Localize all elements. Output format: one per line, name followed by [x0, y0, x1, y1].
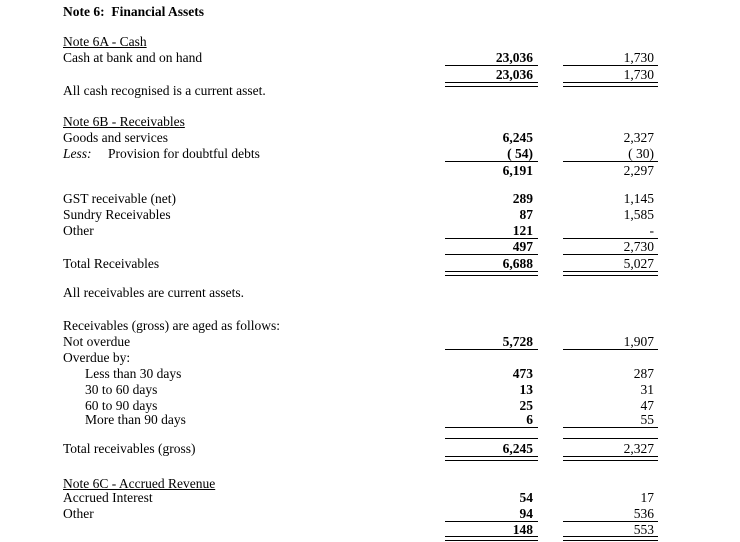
value-prior-year: 287 [633, 366, 654, 381]
table-row [63, 490, 658, 506]
table-row-total [63, 441, 658, 457]
row-label: Other [63, 223, 94, 238]
table-row [63, 146, 658, 162]
value-prior-year: 1,730 [563, 67, 658, 83]
less-prefix: Less: [63, 146, 92, 161]
value-current-year: 497 [445, 239, 538, 255]
row-label: 60 to 90 days [85, 398, 158, 413]
value-current-year: 13 [519, 382, 533, 397]
value-current-year: 94 [445, 506, 538, 522]
value-prior-year: 55 [563, 412, 658, 428]
aging-intro-text: Receivables (gross) are aged as follows: [63, 318, 281, 333]
row-label: Total Receivables [63, 256, 160, 271]
value-current-year [445, 350, 538, 366]
value-prior-year: 536 [563, 506, 658, 522]
value-current-year: 6,245 [445, 441, 538, 457]
row-label: More than 90 days [85, 412, 186, 427]
value-prior-year: 2,297 [623, 163, 654, 178]
value-current-year: 5,728 [445, 334, 538, 350]
value-current-year: 6,245 [502, 130, 533, 145]
section-6a-heading: Note 6A - Cash [63, 34, 147, 49]
receivables-note-text: All receivables are current assets. [63, 285, 245, 300]
value-prior-year: 31 [640, 382, 654, 397]
value-prior-year: 1,907 [563, 334, 658, 350]
value-current-year: 121 [445, 223, 538, 239]
table-row [63, 50, 658, 66]
table-row-total [63, 67, 658, 83]
value-prior-year: 2,327 [623, 130, 654, 145]
value-current-year: 23,036 [445, 67, 538, 83]
value-current-year: 23,036 [445, 50, 538, 66]
aging-intro-row [63, 318, 658, 334]
value-current-year: 473 [512, 366, 533, 381]
value-prior-year: 47 [640, 398, 654, 413]
section-6c-heading: Note 6C - Accrued Revenue [63, 476, 216, 491]
row-label: Other [63, 506, 94, 521]
row-label: Goods and services [63, 130, 168, 145]
table-row [63, 130, 658, 146]
row-label: Sundry Receivables [63, 207, 171, 222]
note-text-row [63, 83, 658, 99]
row-label: Total receivables (gross) [63, 441, 196, 456]
value-prior-year: 2,730 [563, 239, 658, 255]
value-current-year: ( 54) [445, 146, 538, 162]
cash-note-text: All cash recognised is a current asset. [63, 83, 266, 98]
value-prior-year: 1,730 [563, 50, 658, 66]
value-current-year: 6,688 [445, 256, 538, 272]
value-current-year: 25 [519, 398, 533, 413]
table-row [63, 334, 658, 350]
section-6b-heading: Note 6B - Receivables [63, 114, 185, 129]
value-prior-year: 2,327 [563, 441, 658, 457]
table-row [63, 207, 658, 223]
separator-rule-row [63, 423, 658, 438]
row-label: Not overdue [63, 334, 131, 349]
value-current-year: 87 [519, 207, 533, 222]
table-row-total [63, 256, 658, 272]
value-prior-year: 5,027 [563, 256, 658, 272]
row-label [63, 146, 445, 162]
row-label: GST receivable (net) [63, 191, 176, 206]
rule-current-year [445, 423, 538, 439]
section-6a-heading-row [63, 34, 658, 50]
table-row [63, 223, 658, 239]
value-prior-year: 17 [640, 490, 654, 505]
table-row [63, 191, 658, 207]
table-row [63, 350, 658, 366]
row-label: Overdue by: [63, 350, 131, 365]
value-current-year: 54 [519, 490, 533, 505]
table-row-subtotal [63, 163, 658, 179]
table-row [63, 506, 658, 522]
row-label: Cash at bank and on hand [63, 50, 203, 65]
value-current-year: 6,191 [502, 163, 533, 178]
row-label: Less than 30 days [85, 366, 182, 381]
note-text-row [63, 285, 658, 301]
value-prior-year: ( 30) [563, 146, 658, 162]
value-current-year: 6 [445, 412, 538, 428]
value-current-year: 148 [445, 522, 538, 537]
value-prior-year: 1,145 [623, 191, 654, 206]
row-label-text: Provision for doubtful debts [108, 146, 260, 161]
table-row [63, 366, 658, 382]
table-row-total [63, 522, 658, 537]
table-row [63, 382, 658, 398]
section-6b-heading-row [63, 114, 658, 130]
value-prior-year: - [563, 223, 658, 239]
value-prior-year: 1,585 [623, 207, 654, 222]
page-title: Note 6: Financial Assets [63, 4, 204, 19]
row-label: 30 to 60 days [85, 382, 158, 397]
row-label: Accrued Interest [63, 490, 153, 505]
value-prior-year [563, 350, 658, 366]
table-row-subtotal [63, 239, 658, 255]
rule-prior-year [563, 423, 658, 439]
page-title-row [63, 4, 658, 20]
value-prior-year: 553 [563, 522, 658, 537]
value-current-year: 289 [512, 191, 533, 206]
